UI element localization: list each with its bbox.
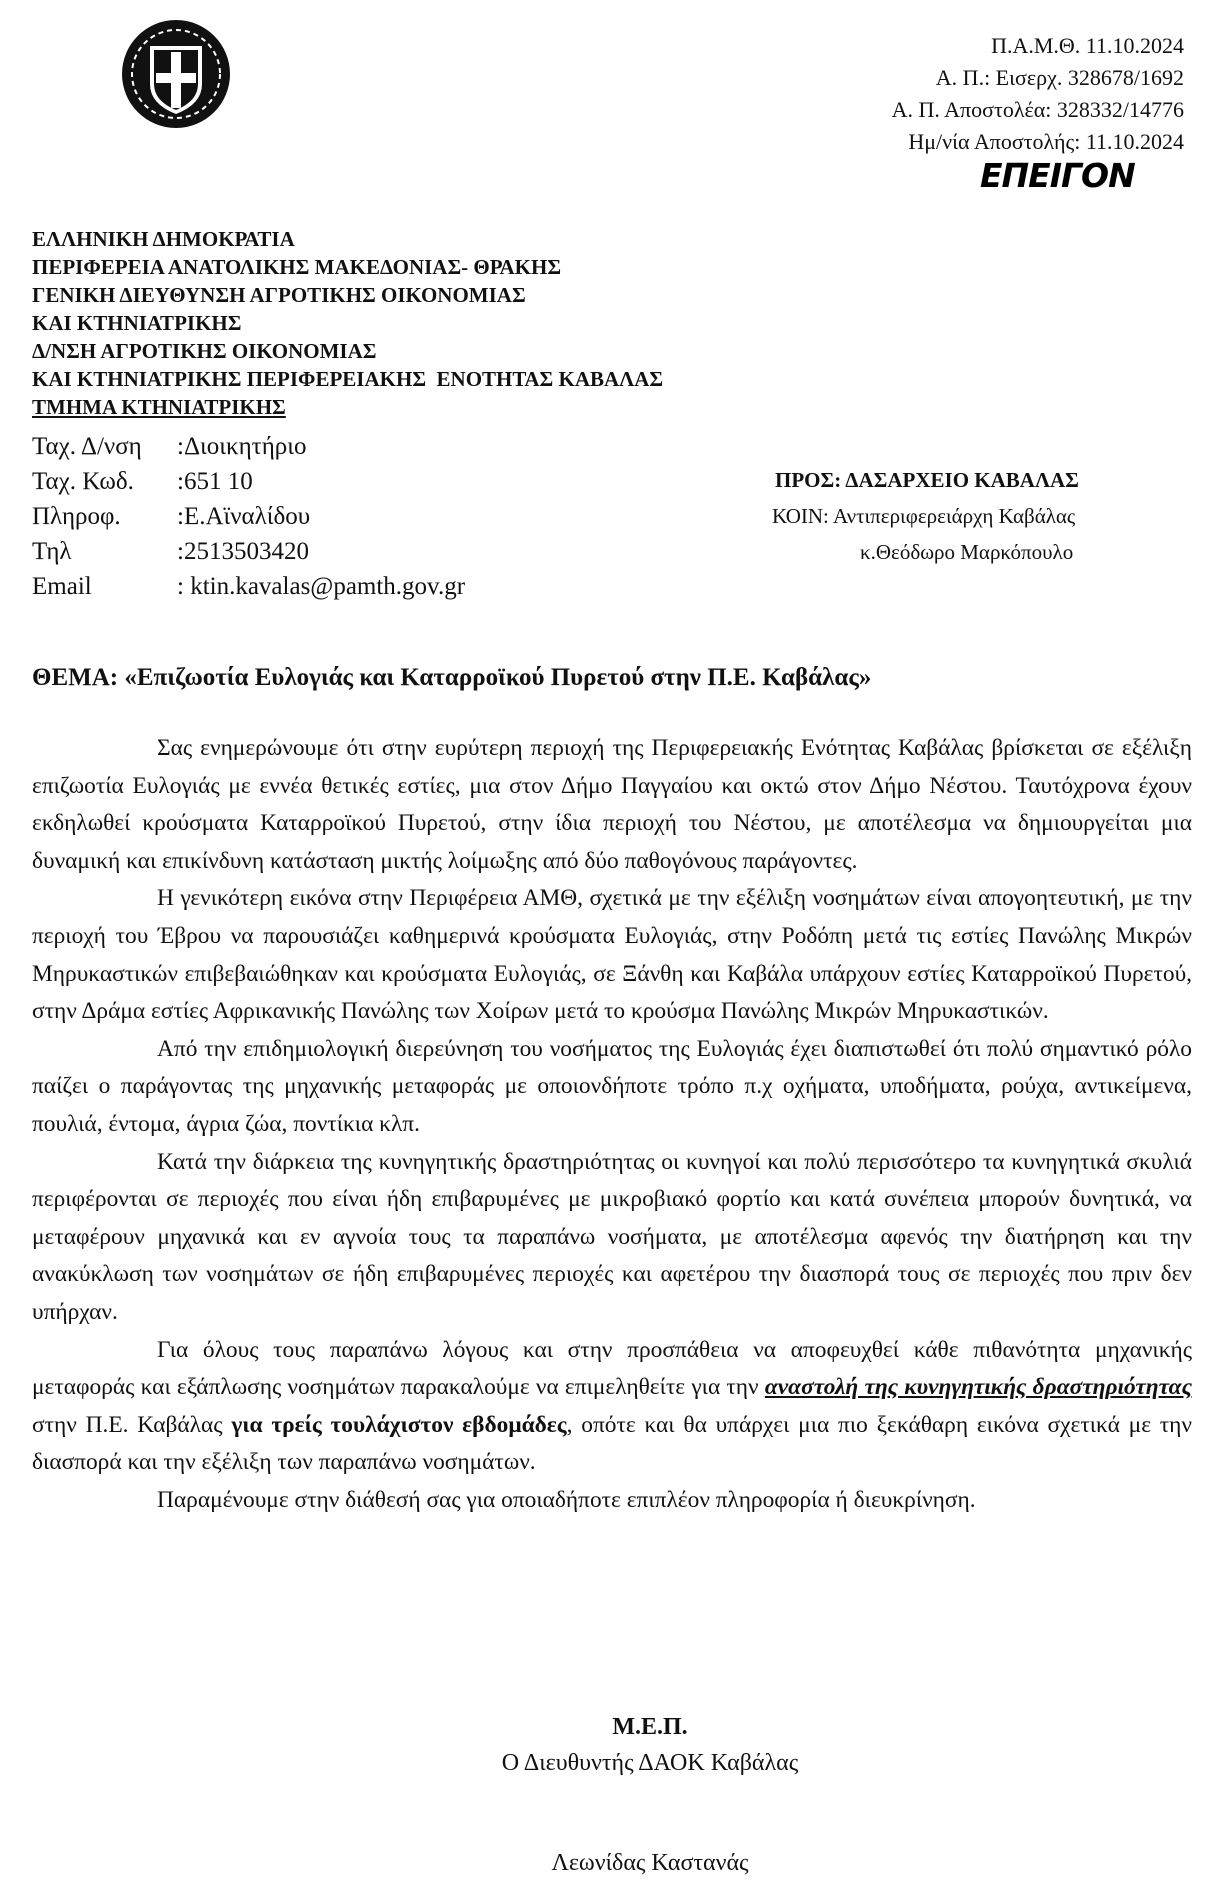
contact-value: :2513503420 [177, 538, 309, 565]
contact-label: Τηλ [32, 538, 72, 565]
registry-line: Ημ/νία Αποστολής: 11.10.2024 [908, 129, 1184, 154]
letterhead-line: ΚΑΙ ΚΤΗΝΙΑΤΡΙΚΗΣ [32, 311, 242, 335]
letterhead-line: ΠΕΡΙΦΕΡΕΙΑ ΑΝΑΤΟΛΙΚΗΣ ΜΑΚΕΔΟΝΙΑΣ- ΘΡΑΚΗΣ [32, 255, 562, 279]
signature-name: Λεωνίδας Καστανάς [551, 1850, 749, 1876]
signature-title: Ο Διευθυντής ΔΑΟΚ Καβάλας [501, 1750, 799, 1776]
recipient-cc-name: κ.Θεόδωρο Μαρκόπουλο [860, 540, 1074, 564]
recipient-cc: ΚΟΙΝ: Αντιπεριφερειάρχη Καβάλας [772, 504, 1076, 528]
letterhead-line: ΕΛΛΗΝΙΚΗ ΔΗΜΟΚΡΑΤΙΑ [32, 227, 295, 251]
contact-label: Πληροφ. [32, 503, 121, 530]
letterhead-line: Δ/ΝΣΗ ΑΓΡΟΤΙΚΗΣ ΟΙΚΟΝΟΜΙΑΣ [32, 339, 377, 363]
paragraph: Σας ενημερώνουμε ότι στην ευρύτερη περιοχή της Περιφερειακής Ενότητας Καβάλας βρίσκεται σε εξέλιξη επιζωοτία Ευλογιάς με εννέα θετικές εστίες, μια στον Δήμο Παγγαίου και οκτώ στον Δήμο Νέστου. Ταυτόχρονα έχουν εκδηλωθεί κρούσματα Καταρροϊκού Πυρετού, στην ίδια περιοχή του Νέστου, με αποτέλεσμα να δημιουργείται μια δυναμική και επικίνδυνη κατάσταση μικτής λοίμωξης από δύο παθογόνους παράγοντες. [32, 735, 1192, 874]
department-name: ΤΜΗΜΑ ΚΤΗΝΙΑΤΡΙΚΗΣ [32, 395, 286, 419]
contact-label: Ταχ. Κωδ. [32, 468, 134, 495]
registry-line: Π.Α.Μ.Θ. 11.10.2024 [991, 33, 1184, 58]
registry-line: Α. Π.: Εισερχ. 328678/1692 [935, 65, 1184, 90]
contact-label: Ταχ. Δ/νση [32, 433, 142, 460]
greek-emblem-icon [120, 18, 232, 130]
letterhead [32, 225, 663, 421]
paragraph: Κατά την διάρκεια της κυνηγητικής δραστηριότητας οι κυνηγοί και πολύ περισσότερο τα κυνηγητικά σκυλιά περιφέρονται σε περιοχές που είναι ήδη επιβαρυμένες με μικροβιακό φορτίο και κατά συνέπεια μπορούν δυνητικά, να μεταφέρουν μηχανικά και εν αγνοία τους τα παραπάνω νοσήματα, με αποτέλεσμα αφενός την διατήρηση και την ανακύκλωση των νοσημάτων σε ήδη επιβαρυμένες περιοχές και αφετέρου την διασπορά τους σε περιοχές που πριν δεν υπήρχαν. [32, 1148, 1192, 1325]
letterhead-line: ΓΕΝΙΚΗ ΔΙΕΥΘΥΝΣΗ ΑΓΡΟΤΙΚΗΣ ΟΙΚΟΝΟΜΙΑΣ [32, 283, 526, 307]
paragraph-text: , οπότε και θα υπάρχει μια πιο ξεκάθαρη εικόνα σχετικά με την διασπορά και την εξέλιξη των παραπάνω νοσημάτων. [32, 1411, 1192, 1476]
contact-label: Email [32, 573, 92, 600]
contact-email: : ktin.kavalas@pamth.gov.gr [177, 573, 466, 600]
letter-body [32, 730, 1192, 1519]
emphasis-duration: για τρείς τουλάχιστον εβδομάδες [231, 1411, 567, 1438]
contact-value: :Διοικητήριο [177, 433, 307, 460]
contact-value: :651 10 [177, 468, 253, 495]
contact-value: :Ε.Αϊναλίδου [177, 503, 311, 530]
paragraph: Η γενικότερη εικόνα στην Περιφέρεια ΑΜΘ, σχετικά με την εξέλιξη νοσημάτων είναι απογοητευτική, με την περιοχή του Έβρου να παρουσιάζει καθημερινά κρούσματα Ευλογιάς, στην Ροδόπη μετά τις εστίες Πανώλης Μικρών Μηρυκαστικών επιβεβαιώθηκαν και κρούσματα Ευλογιάς, σε Ξάνθη και Καβάλα υπάρχουν εστίες Καταρροϊκού Πυρετού, στην Δράμα εστίες Αφρικανικής Πανώλης των Χοίρων μετά το κρούσμα Πανώλης Μικρών Μηρυκαστικών. [32, 885, 1192, 1025]
subject-line: ΘΕΜΑ: «Επιζωοτία Ευλογιάς και Καταρροϊκού Πυρετού στην Π.Ε. Καβάλας» [32, 664, 872, 691]
paragraph: Παραμένουμε στην διάθεσή σας για οποιαδήποτε επιπλέον πληροφορία ή διευκρίνηση. [157, 1486, 976, 1513]
signature-mep: Μ.Ε.Π. [612, 1714, 688, 1740]
paragraph [32, 1332, 1192, 1482]
paragraph-text: στην Π.Ε. Καβάλας [32, 1411, 232, 1438]
emphasis-suspension: αναστολή της κυνηγητικής δραστηριότητας [764, 1374, 1193, 1401]
paragraph: Από την επιδημιολογική διερεύνηση του νοσήματος της Ευλογιάς έχει διαπιστωθεί ότι πολύ σημαντικό ρόλο παίζει ο παράγοντας της μηχανικής μεταφοράς με οποιονδήποτε τρόπο π.χ οχήματα, υποδήματα, ρούχα, αντικείμενα, πουλιά, έντομα, άγρια ζώα, ποντίκια κλπ. [32, 1035, 1192, 1137]
recipient-to: ΠΡΟΣ: ΔΑΣΑΡΧΕΙΟ ΚΑΒΑΛΑΣ [775, 468, 1079, 492]
urgent-stamp: ΕΠΕΙΓΟΝ [980, 156, 1135, 195]
contact-block [32, 429, 465, 604]
paragraph-text: Για όλους τους παραπάνω λόγους και στην προσπάθεια να αποφευχθεί κάθε πιθανότητα μηχανικής μεταφοράς και εξάπλωσης νοσημάτων παρακαλούμε να επιμεληθείτε για την [32, 1336, 1192, 1401]
letterhead-line: ΚΑΙ ΚΤΗΝΙΑΤΡΙΚΗΣ ΠΕΡΙΦΕΡΕΙΑΚΗΣ ΕΝΟΤΗΤΑΣ ΚΑΒΑΛΑΣ [32, 367, 664, 391]
registry-line: Α. Π. Αποστολέα: 328332/14776 [891, 97, 1184, 122]
